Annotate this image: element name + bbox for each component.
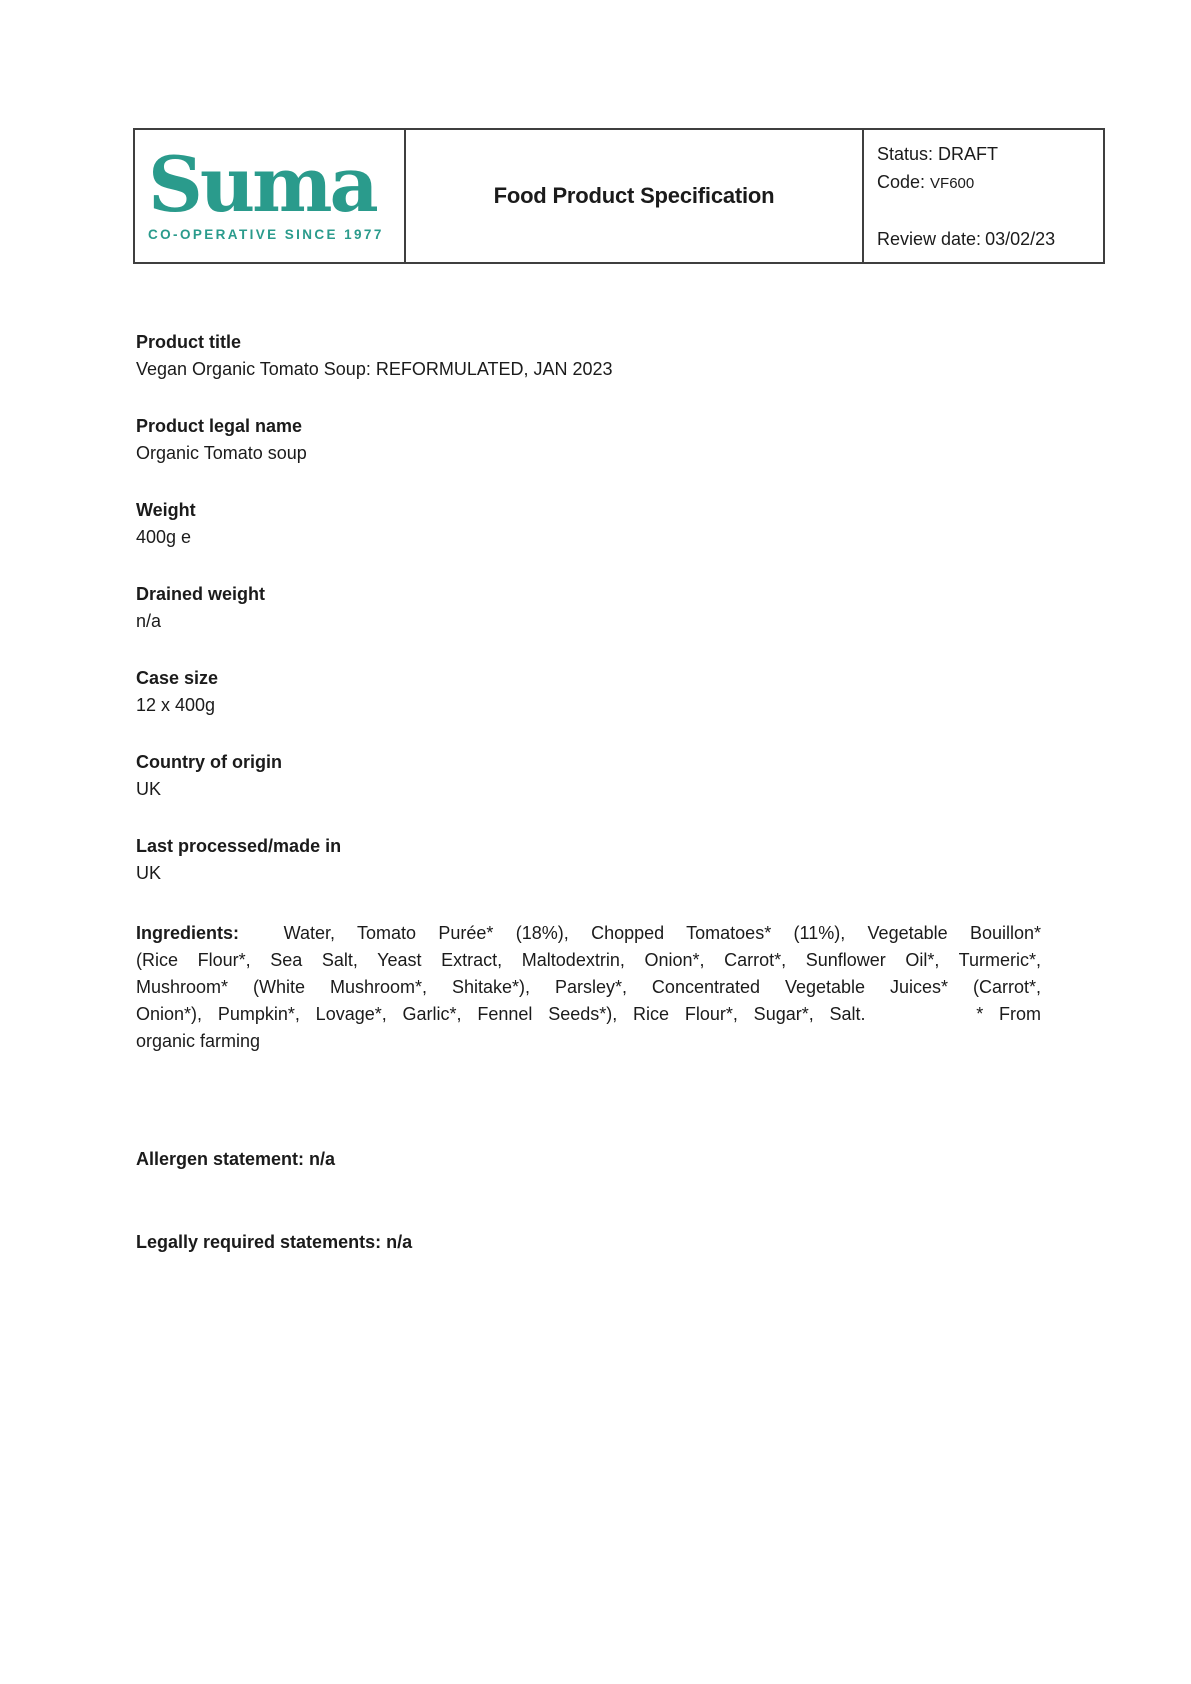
ingredients-line: Mushroom* (White Mushroom*, Shitake*), Parsley*, Concentrated Vegetable Juices* (Carrot*, xyxy=(136,977,1041,997)
product-fields xyxy=(136,329,1041,917)
allergen-statement: Allergen statement: n/a xyxy=(136,1149,336,1169)
status-cell xyxy=(864,130,1103,262)
field-drained-weight xyxy=(136,581,1041,635)
field-value: UK xyxy=(136,863,162,883)
logo-cell xyxy=(135,130,406,262)
review-date-value: 03/02/23 xyxy=(985,229,1056,249)
code-line xyxy=(877,168,1095,198)
field-value: n/a xyxy=(136,611,162,631)
header-table xyxy=(133,128,1105,264)
field-value: UK xyxy=(136,779,162,799)
field-value: Organic Tomato soup xyxy=(136,443,307,463)
field-case-size xyxy=(136,665,1041,719)
field-heading: Case size xyxy=(136,668,219,688)
ingredients-line: (Rice Flour*, Sea Salt, Yeast Extract, Maltodextrin, Onion*, Carrot*, Sunflower Oil*, Turmeric*, xyxy=(136,950,1041,970)
field-heading: Drained weight xyxy=(136,584,266,604)
field-last-processed xyxy=(136,833,1041,887)
field-weight xyxy=(136,497,1041,551)
document-title: Food Product Specification xyxy=(493,183,775,208)
field-heading: Weight xyxy=(136,500,196,520)
field-value: 400g e xyxy=(136,527,192,547)
ingredients-line: Onion*), Pumpkin*, Lovage*, Garlic*, Fennel Seeds*), Rice Flour*, Sugar*, Salt. * From xyxy=(136,1004,1041,1024)
code-value: VF600 xyxy=(930,175,975,192)
field-country-of-origin xyxy=(136,749,1041,803)
field-heading: Product legal name xyxy=(136,416,303,436)
ingredients-text: Water, Tomato Purée* (18%), Chopped Tomatoes* (11%), Vegetable Bouillon* xyxy=(239,923,1041,943)
status-line xyxy=(877,140,1095,168)
field-product-legal-name xyxy=(136,413,1041,467)
ingredients-line xyxy=(136,920,1041,947)
review-date-label: Review date: xyxy=(877,229,982,249)
field-heading: Last processed/made in xyxy=(136,836,342,856)
review-date-line xyxy=(877,225,1095,253)
field-product-title xyxy=(136,329,1041,383)
legally-required-statement: Legally required statements: n/a xyxy=(136,1232,413,1252)
ingredients-label: Ingredients: xyxy=(136,923,240,943)
field-value: 12 x 400g xyxy=(136,695,216,715)
suma-logo: Suma xyxy=(148,140,376,230)
code-label: Code: xyxy=(877,172,926,192)
logo-tagline: CO-OPERATIVE SINCE 1977 xyxy=(148,226,384,242)
field-heading: Country of origin xyxy=(136,752,282,772)
status-value: DRAFT xyxy=(938,144,999,164)
field-value: Vegan Organic Tomato Soup: REFORMULATED, JAN 2023 xyxy=(136,359,613,379)
ingredients-paragraph xyxy=(136,920,1041,1055)
document-title-cell xyxy=(406,130,864,262)
field-heading: Product title xyxy=(136,332,242,352)
ingredients-line: organic farming xyxy=(136,1031,261,1051)
status-label: Status: xyxy=(877,144,934,164)
